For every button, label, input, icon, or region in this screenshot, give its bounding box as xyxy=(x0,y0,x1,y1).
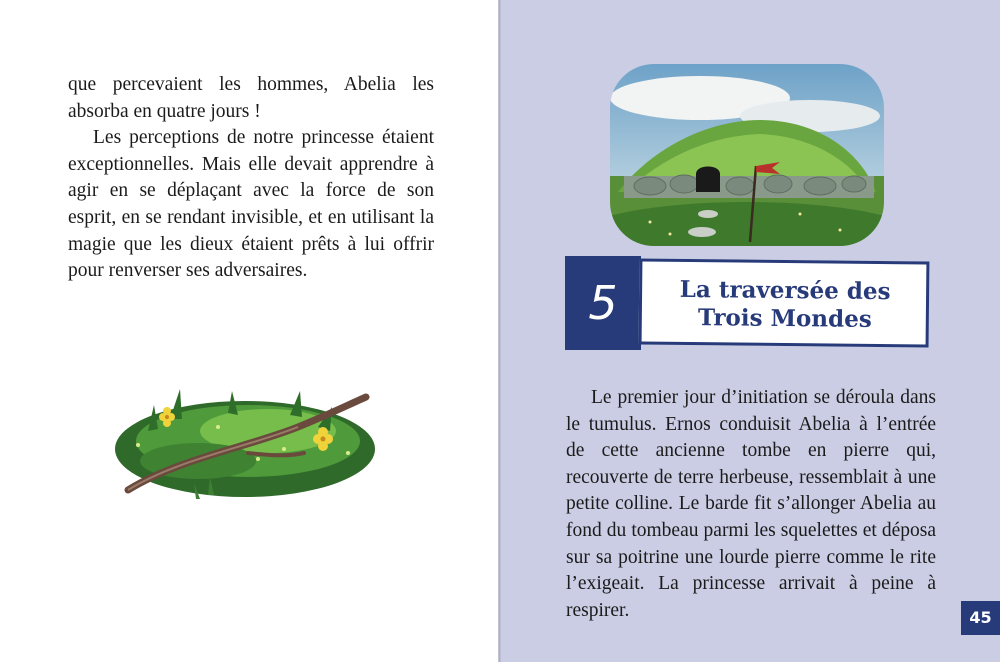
page-number: 45 xyxy=(961,601,1000,635)
chapter-number: 5 xyxy=(588,276,618,330)
chapter-number-box xyxy=(565,256,641,350)
left-paragraph-2: Les perceptions de notre princesse étaient exceptionnelles. Mais elle devait apprendre à agir en se déplaçant avec la force de son esprit, en se rendant invisible, et en utilisant la magie que les dieux étaient prêts à lui offrir pour renverser ses adversaires. xyxy=(68,127,434,282)
chapter-title-box xyxy=(639,258,930,347)
grass-mound-illustration xyxy=(108,375,378,510)
right-paragraph-1: Le premier jour d’initiation se déroula dans le tumulus. Ernos conduisit Abelia à l’entrée de cette ancienne tombe en pierre qui, recouverte de terre herbeuse, ressemblait à une petite colline. Le barde fit s’allonger Abelia au fond du tombeau parmi les squelettes et déposa sur sa poitrine une lourde pierre comme le rite l’exigeait. La princesse arrivait à peine à respirer. xyxy=(566,387,936,621)
chapter-title: La traversée des Trois Mondes xyxy=(679,275,891,333)
left-page-text xyxy=(68,72,434,285)
tumulus-illustration xyxy=(610,64,884,246)
left-paragraph-1: que percevaient les hommes, Abelia les absorba en quatre jours ! xyxy=(68,74,434,122)
chapter-heading xyxy=(565,256,931,352)
right-page-text xyxy=(566,385,936,624)
